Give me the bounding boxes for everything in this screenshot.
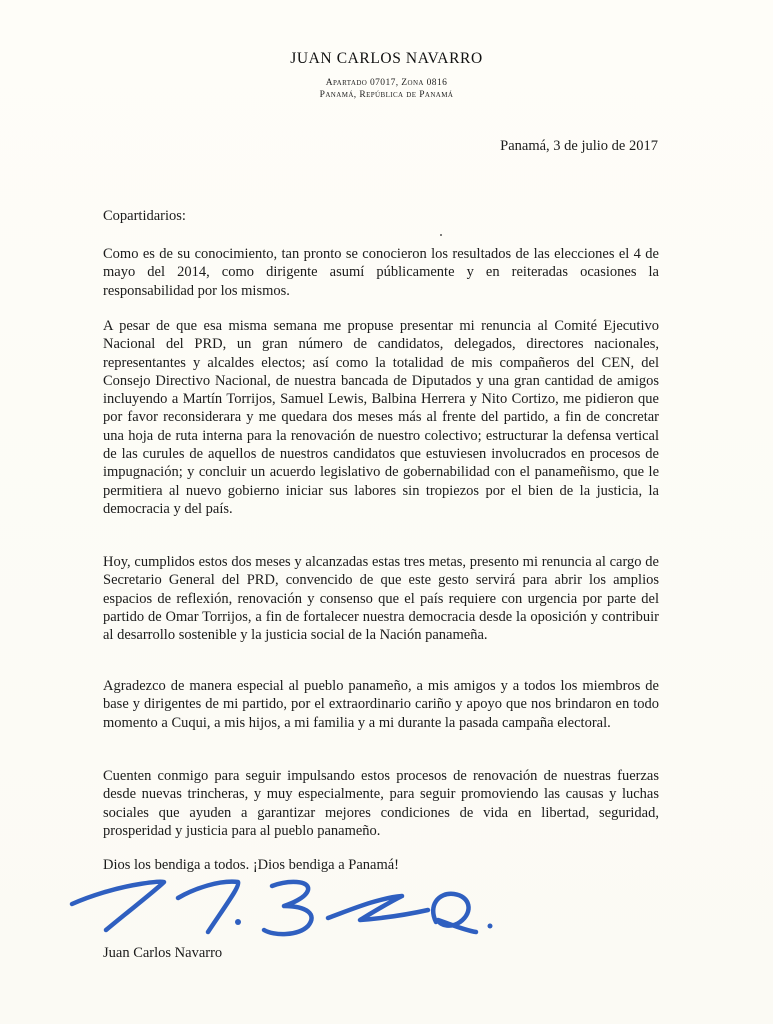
signature-dot (488, 924, 493, 929)
body-paragraph-1: Como es de su conocimiento, tan pronto se conocieron los resultados de las elecciones el 4 de mayo del 2014, como dirigente asumí públicamente y en reiteradas ocasiones la responsabilidad por los mismos. (103, 246, 659, 299)
closing-line: Dios los bendiga a todos. ¡Dios bendiga a Panamá! (103, 857, 399, 873)
signature-stroke (264, 882, 312, 934)
body-paragraph-4: Agradezco de manera especial al pueblo panameño, a mis amigos y a todos los miembros de base y dirigentes de mi partido, por el extraordinario cariño y apoyo que nos brindaron en todo momento a Cuqui, a mis hijos, a mi familia y a mi durante la pasada campaña electoral. (103, 678, 659, 731)
signature-strokes (72, 882, 493, 934)
body-paragraph-5: Cuenten conmigo para seguir impulsando estos procesos de renovación de nuestras fuerzas desde nuevas trincheras, y muy especialmente, para seguir promoviendo las causas y luchas sociales que ayuden a garantizar mejores condiciones de vida en libertad, seguridad, prosperidad y justicia para al pueblo panameño. (103, 768, 659, 839)
handwritten-signature (60, 866, 500, 946)
letterhead-name: JUAN CARLOS NAVARRO (290, 50, 483, 67)
letterhead-address-line1: Apartado 07017, Zona 0816 (325, 78, 448, 88)
signature-stroke (178, 882, 238, 932)
letterhead-address-line2: Panamá, República de Panamá (319, 90, 454, 100)
paper-speck (440, 234, 442, 236)
signature-dot (235, 919, 241, 925)
signature-stroke (72, 882, 164, 930)
body-paragraph-3: Hoy, cumplidos estos dos meses y alcanzadas estas tres metas, presento mi renuncia al cargo de Secretario General del PRD, convencido de que este gesto servirá para abrir los amplios espacios de reflexión, renovación y consenso que el país requiere con urgencia por parte del partido de Omar Torrijos, a fin de fortalecer nuestra democracia desde la oposición y contribuir al desarrollo sostenible y la justicia social de la Nación panameña. (103, 554, 659, 644)
signature-stroke (433, 894, 476, 932)
body-paragraph-2: A pesar de que esa misma semana me propuse presentar mi renuncia al Comité Ejecutivo Nacional del PRD, un gran número de candidatos, delegados, directores nacionales, representantes y alcaldes electos; así como la totalidad de mis compañeros del CEN, del Consejo Directivo Nacional, de nuestra bancada de Diputados y una gran cantidad de amigos incluyendo a Martín Torrijos, Samuel Lewis, Balbina Herrera y Nito Cortizo, me pidieron que por favor reconsiderara y me quedara dos meses más al frente del partido, a fin de concretar una hoja de ruta interna para la renovación de nuestro colectivo; estructurar la defensa vertical de las curules de aquellos de nuestros candidatos que estuviesen involucrados en procesos de impugnación; y concluir un acuerdo legislativo de gobernabilidad con el panameñismo, que le permitiera al nuevo gobierno iniciar sus labores sin tropiezos por el bien de la justicia, la democracia y del país. (103, 318, 659, 517)
letter-date: Panamá, 3 de julio de 2017 (500, 138, 658, 154)
salutation: Copartidarios: (103, 208, 186, 224)
signature-stroke (328, 896, 428, 920)
signer-name: Juan Carlos Navarro (103, 945, 223, 961)
